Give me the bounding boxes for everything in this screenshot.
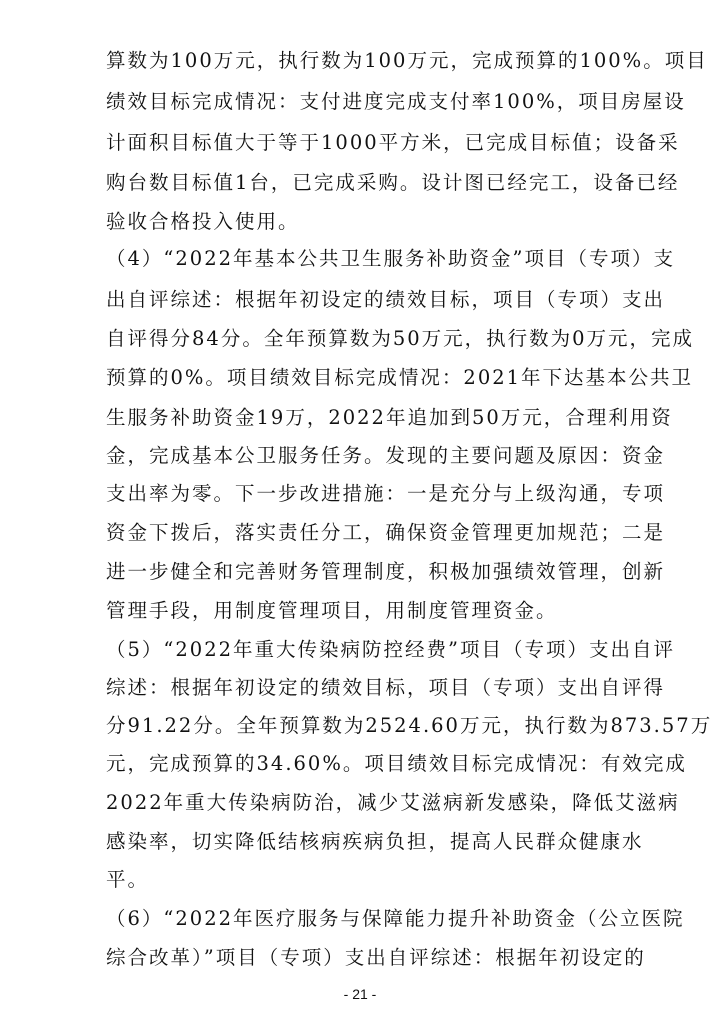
text-line: 2022年重大传染病防治，减少艾滋病新发感染，降低艾滋病 <box>106 791 680 814</box>
text-line: 算数为100万元，执行数为100万元，完成预算的100%。项目 <box>106 49 708 72</box>
text-line: 预算的0%。项目绩效目标完成情况：2021年下达基本公共卫 <box>106 366 694 389</box>
text-line: 资金下拨后，落实责任分工，确保资金管理更加规范；二是 <box>106 521 666 544</box>
text-line: （4）“2022年基本公共卫生服务补助资金”项目（专项）支 <box>106 247 675 270</box>
text-line: 购台数目标值1台，已完成采购。设计图已经完工，设备已经 <box>106 171 680 194</box>
page-number: - 21 - <box>343 986 377 1002</box>
text-line: 绩效目标完成情况：支付进度完成支付率100%，项目房屋设 <box>106 90 686 113</box>
text-line: 金，完成基本公卫服务任务。发现的主要问题及原因：资金 <box>106 444 666 467</box>
text-line: 出自评综述：根据年初设定的绩效目标，项目（专项）支出 <box>106 288 666 311</box>
text-line: 管理手段，用制度管理项目，用制度管理资金。 <box>106 599 558 622</box>
text-line: 感染率，切实降低结核病疾病负担，提高人民群众健康水 <box>106 830 644 853</box>
text-line: （5）“2022年重大传染病防控经费”项目（专项）支出自评 <box>106 638 675 661</box>
text-line: 计面积目标值大于等于1000平方米，已完成目标值；设备采 <box>106 131 680 154</box>
text-line: 综合改革）”项目（专项）支出自评综述：根据年初设定的 <box>106 946 646 969</box>
text-line: 验收合格投入使用。 <box>106 210 300 233</box>
text-line: 综述：根据年初设定的绩效目标，项目（专项）支出自评得 <box>106 676 666 699</box>
text-line: （6）“2022年医疗服务与保障能力提升补助资金（公立医院 <box>106 907 685 930</box>
text-line: 生服务补助资金19万，2022年追加到50万元，合理利用资 <box>106 406 673 429</box>
text-line: 支出率为零。下一步改进措施：一是充分与上级沟通，专项 <box>106 482 666 505</box>
text-line: 分91.22分。全年预算数为2524.60万元，执行数为873.57万 <box>106 714 713 737</box>
text-line: 元，完成预算的34.60%。项目绩效目标完成情况：有效完成 <box>106 752 687 775</box>
text-line: 自评得分84分。全年预算数为50万元，执行数为0万元，完成 <box>106 327 695 350</box>
text-line: 进一步健全和完善财务管理制度，积极加强绩效管理，创新 <box>106 560 666 583</box>
text-line: 平。 <box>106 868 150 891</box>
